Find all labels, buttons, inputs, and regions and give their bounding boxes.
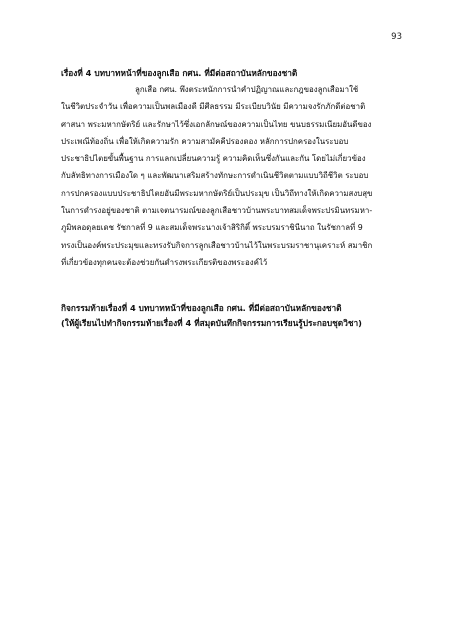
paragraph-line: ประชาธิปไตยขั้นพื้นฐาน การแลกเปลี่ยนความรู้ ความคิดเห็นซึ่งกันและกัน โดยไม่เกี่ยวข้อง — [61, 154, 366, 164]
page-number: 93 — [391, 32, 402, 42]
paragraph-line: ศาสนา พระมหากษัตริย์ และรักษาไว้ซึ่งเอกลักษณ์ของความเป็นไทย ขนบธรรมเนียมอันดีของ — [61, 119, 372, 129]
document-body — [61, 67, 394, 331]
paragraph-line: ประเพณีท้องถิ่น เพื่อให้เกิดความรัก ความสามัคคีปรองดอง หลักการปกครองในระบอบ — [61, 136, 349, 146]
activity-block — [61, 301, 394, 331]
paragraph-line: ในชีวิตประจำวัน เพื่อความเป็นพลเมืองดี มีศีลธรรม มีระเบียบวินัย มีความจงรักภักดีต่อชาติ — [61, 102, 366, 112]
paragraph-line: ที่เกี่ยวข้องทุกคนจะต้องช่วยกันดำรงพระเกียรติของพระองค์ไว้ — [61, 257, 268, 267]
paragraph-line: ภูมิพลอดุลยเดช รัชกาลที่ 9 และสมเด็จพระนางเจ้าสิริกิติ์ พระบรมราชินีนาถ ในรัชกาลที่ 9 — [61, 223, 363, 233]
paragraph-line: การปกครองแบบประชาธิปไตยอันมีพระมหากษัตริย์เป็นประมุข เป็นวิถีทางให้เกิดความสงบสุข — [61, 188, 373, 198]
activity-title: กิจกรรมท้ายเรื่องที่ 4 บทบาทหน้าที่ของลูกเสือ กศน. ที่มีต่อสถาบันหลักของชาติ — [61, 303, 342, 314]
paragraph-line: ลูกเสือ กศน. พึงตระหนักการนำคำปฏิญาณและกฎของลูกเสือมาใช้ — [135, 85, 359, 94]
activity-instruction: (ให้ผู้เรียนไปทำกิจกรรมท้ายเรื่องที่ 4 ที่สมุดบันทึกกิจกรรมการเรียนรู้ประกอบชุดวิชา) — [61, 318, 362, 329]
paragraph-line: ทรงเป็นองค์พระประมุขและทรงรับกิจการลูกเสือชาวบ้านไว้ในพระบรมราชานุเคราะห์ สมาชิก — [61, 240, 373, 250]
section-paragraph — [61, 81, 394, 271]
paragraph-line: กับลัทธิทางการเมืองใด ๆ และพัฒนาเสริมสร้างทักษะการดำเนินชีวิตตามแบบวิถีชีวิต ระบอบ — [61, 171, 369, 181]
paragraph-line: ในการดำรงอยู่ของชาติ ตามเจตนารมณ์ของลูกเสือชาวบ้านพระบาทสมเด็จพระปรมินทรมหา- — [61, 206, 373, 216]
section-title: เรื่องที่ 4 บทบาทหน้าที่ของลูกเสือ กศน. ที่มีต่อสถาบันหลักของชาติ — [61, 68, 298, 78]
